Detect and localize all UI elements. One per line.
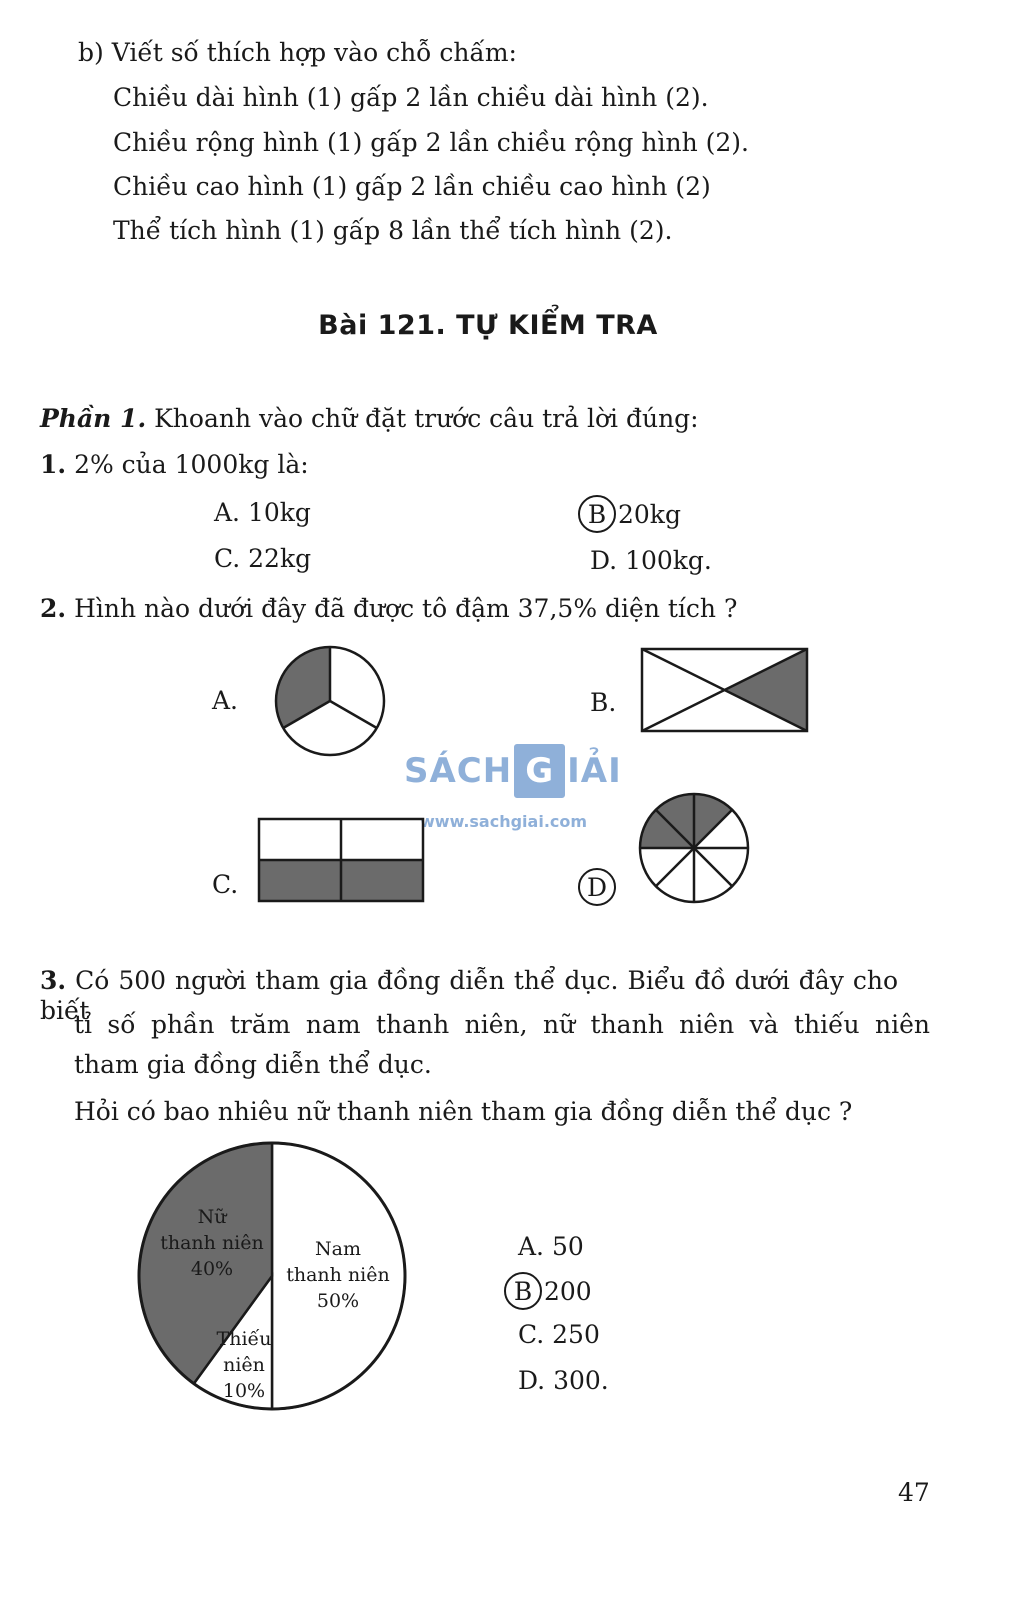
part-b-intro: b) Viết số thích hợp vào chỗ chấm: (78, 38, 517, 67)
option-text: 300. (553, 1366, 609, 1395)
figure-b-rectangle-diagonals (641, 648, 808, 732)
q3-text-1: Có 500 người tham gia đồng diễn thể dục. Biểu đồ dưới đây cho biết (40, 966, 898, 1025)
selected-circle: B (504, 1272, 542, 1310)
figure-d-circle-eighths (638, 792, 750, 904)
option-text: 100kg. (625, 546, 712, 575)
part-b-line-4: Thể tích hình (1) gấp 8 lần thể tích hình (2). (113, 216, 673, 245)
q3-option-a (518, 1232, 584, 1262)
q2-label-d (578, 868, 618, 906)
q3-option-d (518, 1366, 609, 1396)
option-letter: D. (590, 546, 618, 575)
label-line: thanh niên (160, 1232, 264, 1254)
part-b-line-2: Chiều rộng hình (1) gấp 2 lần chiều rộng hình (2). (113, 128, 749, 157)
q1-row (40, 450, 309, 480)
option-letter: A. (518, 1232, 545, 1261)
q1-option-c (214, 544, 311, 574)
q3-option-c (518, 1320, 600, 1350)
option-letter: D. (518, 1366, 546, 1395)
option-letter: A. (214, 498, 241, 527)
q3-line-3: tham gia đồng diễn thể dục. (74, 1050, 432, 1079)
label-line: 10% (222, 1380, 266, 1402)
lesson-title: Bài 121. TỰ KIỂM TRA (318, 310, 658, 341)
watermark-url: www.sachgiai.com (420, 812, 588, 831)
part1-instruction-row (40, 404, 699, 434)
q2-label-b: B. (590, 688, 617, 717)
part-b-line-1: Chiều dài hình (1) gấp 2 lần chiều dài hình (2). (113, 83, 709, 112)
figure-c-rectangle-quarters (258, 818, 424, 902)
label-line: 50% (316, 1290, 360, 1312)
option-text: 20kg (618, 500, 681, 529)
label-line: Nam (315, 1238, 361, 1260)
option-letter: C. (214, 544, 241, 573)
selected-circle: B (578, 495, 616, 533)
q3-line-2: tỉ số phần trăm nam thanh niên, nữ thanh niên và thiếu niên (74, 1010, 930, 1039)
page-number: 47 (898, 1478, 930, 1507)
watermark-brand-left: SÁCH (404, 751, 513, 791)
q2-number: 2. (40, 594, 67, 623)
q2-text: Hình nào dưới đây đã được tô đậm 37,5% diện tích ? (74, 594, 738, 623)
q2-row (40, 594, 737, 624)
option-text: 250 (552, 1320, 600, 1349)
option-text: 50 (551, 1232, 584, 1261)
label-line: thanh niên (286, 1264, 390, 1286)
q3-number: 3. (40, 966, 67, 995)
option-text: 22kg (248, 544, 312, 573)
q1-option-b (578, 495, 681, 533)
label-line: niên (223, 1354, 265, 1376)
label-line: 40% (190, 1258, 234, 1280)
option-text: 200 (544, 1277, 592, 1306)
part1-instruction: Khoanh vào chữ đặt trước câu trả lời đúng: (154, 404, 699, 433)
q3-option-b (504, 1272, 592, 1310)
pie-label-nam (262, 1236, 414, 1314)
figure-b-shaded-triangle (725, 649, 808, 731)
q1-option-a (214, 498, 311, 528)
q1-number: 1. (40, 450, 67, 479)
figure-a-circle-thirds (274, 645, 386, 757)
watermark-brand-right: IẢI (567, 751, 622, 791)
option-text: 10kg (247, 498, 311, 527)
option-letter: C. (518, 1320, 545, 1349)
label-line: Thiếu (216, 1328, 272, 1350)
label-line: Nữ (197, 1206, 227, 1228)
q2-label-c: C. (212, 870, 239, 899)
q1-option-d (590, 546, 712, 576)
q3-question: Hỏi có bao nhiêu nữ thanh niên tham gia đồng diễn thể dục ? (74, 1097, 853, 1126)
selected-circle: D (578, 868, 616, 906)
watermark-logo (404, 744, 622, 798)
part-b-line-3: Chiều cao hình (1) gấp 2 lần chiều cao hình (2) (113, 172, 711, 201)
q2-label-a: A. (212, 686, 239, 715)
watermark-brand-box: G (514, 744, 565, 798)
part1-label: Phần 1. (40, 404, 147, 433)
pie-label-thieu-nien (214, 1326, 274, 1404)
q1-text: 2% của 1000kg là: (74, 450, 309, 479)
pie-label-nu (152, 1204, 272, 1282)
